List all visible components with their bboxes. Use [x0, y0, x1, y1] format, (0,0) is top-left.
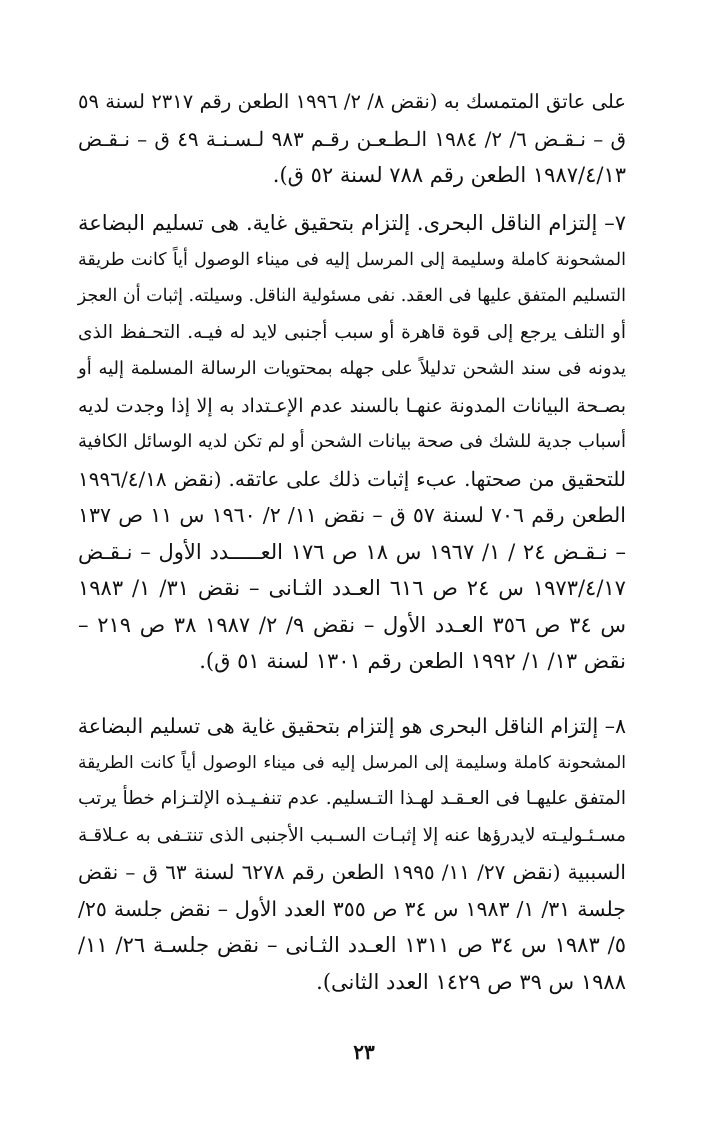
- text-line: أسباب جدية للشك فى صحة بيانات الشحن أو لم تكن لديه الوسائل الكافية: [78, 431, 626, 452]
- text-line: ١٩٨٧/٤/١٣ الطعن رقم ٧٨٨ لسنة ٥٢ ق).: [272, 163, 626, 187]
- text-line: ٨– إلتزام الناقل البحرى هو إلتزام بتحقيق غاية هى تسليم البضاعة: [77, 714, 626, 738]
- text-line: السببية (نقض ٢٧/ ١١/ ١٩٩٥ الطعن رقم ٦٢٧٨ لسنة ٦٣ ق – نقض: [78, 860, 626, 884]
- text-line: ٥/ ١٩٨٣ س ٣٤ ص ١٣١١ العـدد الثـانى – نقض جلسـة ٢٦/ ١١/: [78, 933, 626, 957]
- text-line: ٧– إلتزام الناقل البحرى. إلتزام بتحقيق غاية. هى تسليم البضاعة: [78, 211, 626, 235]
- text-line: على عاتق المتمسك به (نقض ٨/ ٢/ ١٩٩٦ الطعن رقم ٢٣١٧ لسنة ٥٩: [78, 90, 626, 113]
- text-line: مسـئـوليـته لايدرؤها عنه إلا إثبـات السـبب الأجنبى الذى تنتـفى به عـلاقـة: [78, 824, 626, 846]
- text-line: جلسة ٣١/ ١/ ١٩٨٣ س ٣٤ ص ٣٥٥ العدد الأول – نقض جلسة ٢٥/: [78, 896, 626, 921]
- paragraph-3: [78, 708, 626, 1000]
- text-line: الطعن رقم ٧٠٦ لسنة ٥٧ ق – نقض ١١/ ٢/ ١٩٦٠ س ١١ ص ١٣٧: [78, 503, 627, 527]
- paragraph-2: [78, 205, 626, 680]
- text-line: بصـحة البيانات المدونة عنهـا بالسند عدم الإعـتداد به إلا إذا وجدت لديه: [78, 394, 626, 417]
- text-line: نقض ١٣/ ١/ ١٩٩٢ الطعن رقم ١٣٠١ لسنة ٥١ ق).: [199, 649, 626, 673]
- page-number: ٢٣: [353, 1040, 375, 1064]
- text-line: المشحونة كاملة وسليمة إلى المرسل إليه فى ميناء الوصول أياً كانت الطريقة: [78, 752, 626, 773]
- text-line: التسليم المتفق عليها فى العقد. نفى مسئولية الناقل. وسيلته. إثبات أن العجز: [77, 286, 626, 306]
- text-line: المشحونة كاملة وسليمة إلى المرسل إليه فى ميناء الوصول أياً كانت طريقة: [78, 249, 626, 270]
- text-line: للتحقيق من صحتها. عبء إثبات ذلك على عاتقه. (نقض ١٩٩٦/٤/١٨: [78, 466, 626, 491]
- text-line: أو التلف يرجع إلى قوة قاهرة أو سبب أجنبى لايد له فيـه. التحـفظ الذى: [78, 321, 626, 343]
- text-line: ١٩٧٣/٤/١٧ س ٢٤ ص ٦١٦ العـدد الثـانى – نقض ٣١/ ١/ ١٩٨٣: [78, 576, 626, 600]
- text-line: ق – نـقـض ٦/ ٢/ ١٩٨٤ الـطـعـن رقـم ٩٨٣ لـسـنـة ٤٩ ق – نـقـض: [78, 126, 626, 151]
- text-line: المتفق عليهـا فى العـقـد لهـذا التـسليم. عدم تنفـيـذه الإلتـزام خطأ يرتب: [78, 788, 626, 809]
- text-line: س ٣٤ ص ٣٥٦ العـدد الأول – نقض ٩/ ٢/ ١٩٨٧ ٣٨ ص ٢١٩ –: [78, 612, 626, 637]
- text-line: – نـقـض ٢٤ / ١/ ١٩٦٧ س ١٨ ص ١٧٦ العـــــدد الأول – نـقـض: [78, 539, 626, 564]
- text-line: يدونه فى سند الشحن تدليلاً على جهله بمحتويات الرسالة المسلمة إليه أو: [78, 358, 626, 379]
- paragraph-1: [78, 84, 626, 194]
- text-line: ١٩٨٨ س ٣٩ ص ١٤٢٩ العدد الثانى).: [316, 969, 626, 994]
